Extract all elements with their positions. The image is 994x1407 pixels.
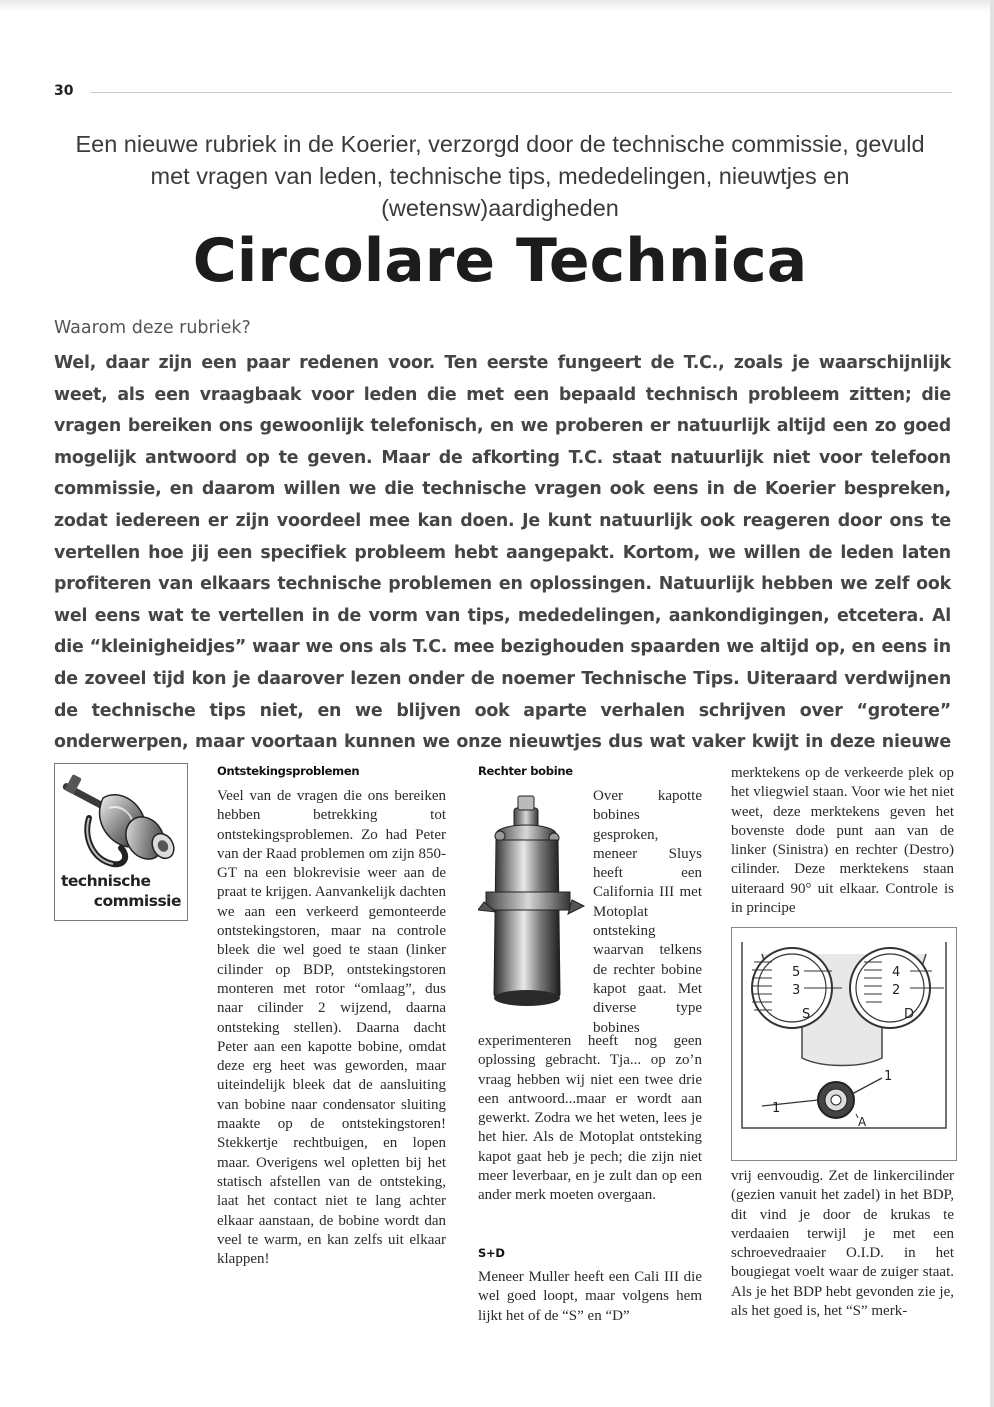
article-s-d-text2: merktekens op de verkeerde plek op het vliegwiel staan. Voor wie het niet weet, deze merktekens geven het bovenste dode punt aan van de linker (Sinistra) en rechter (Destro) cilinder. Deze merktekens staan uiteraard 90° uit elkaar. Controle is in principe — [731, 765, 954, 917]
article-s-d-part3 — [731, 1167, 954, 1321]
article-s-d-text1: Meneer Muller heeft een Cali III die wel goed loopt, maar volgens hem lijkt het of de “S” en “D” — [478, 1269, 702, 1324]
diagram-label-3: 3 — [792, 983, 801, 998]
heading-s-d: S+D — [478, 1246, 505, 1260]
page-title: Circolare Technica — [192, 226, 808, 296]
intro-text: Een nieuwe rubriek in de Koerier, verzorgd door de technische commissie, gevuld met vragen van leden, technische tips, mededelingen, nieuwtjes en (wetensw)aardigheden — [75, 131, 925, 221]
article-s-d-part1 — [478, 1268, 702, 1326]
diagram-label-d: D — [904, 1007, 915, 1022]
diagram-pointer-1b: 1 — [884, 1069, 893, 1084]
article-rechter-bobine-text2: experimenteren heeft nog geen oplossing gebracht. Tja... op zo’n vraag hebben wij niet een twee drie een antwoord...maar er wordt aan gewerkt. Zodra we het weten, lees je het hier. Als de Motoplat ontsteking kapot gaat heb je pech; die zijn niet meer leverbaar, en je zult dan op een ander merk moeten overgaan. — [478, 1033, 702, 1204]
logo-line1: technische — [61, 872, 151, 890]
diagram-pointer-a: A — [858, 1115, 867, 1129]
flywheel-marks-diagram — [731, 927, 957, 1161]
article-ontstekingsproblemen-text: Veel van de vragen die ons bereiken hebben betrekking tot ontstekingsproblemen. Zo had Peter van der Raad problemen om zijn 850-GT na een blokrevisie weer aan de praat te krijgen. Aanvankelijk dachten we aan een verkeerd gemonteerde ontstekingstoren, maar na controle bleek die wel goed te staan (linker cilinder op BDP, ontstekingstoren monteren met rotor “omlaag”, dus naar cilinder 2 wijzend, daarna ontsteking stellen). Daarna dacht Peter aan een kapotte bobine, omdat deze erg heet was geworden, maar uiteindelijk bleek dat de aansluiting van bobine naar condensator sluiting maakte op de ontstekingstoren! Stekkertje rechtbuigen, en lopen maar. Overigens wel opletten bij het statisch afstellen van de ontsteking, laat het contact niet te lang achter elkaar aanstaan, de bobine wordt dan veel te warm, en kan zelfs uit elkaar klappen! — [217, 788, 446, 1268]
article-s-d-text3: vrij eenvoudig. Zet de linkercilinder (gezien vanuit het zadel) in het BDP, dit vind je door de krukas te verdaaien terwijl je met een schroevedraaier O.I.D. in het bougiegat voelt waar de zuiger staat. Als je het BDP hebt gevonden zie je, als het goed is, het “S” merk- — [731, 1168, 954, 1320]
article-rechter-bobine-part2 — [478, 1032, 702, 1206]
logo-line2: commissie — [93, 892, 181, 910]
diagram-label-2: 2 — [892, 983, 901, 998]
page-top-shadow — [0, 0, 994, 12]
diagram-pointer-1a: 1 — [772, 1101, 781, 1116]
article-s-d-part2 — [731, 764, 954, 918]
header-rule — [90, 92, 952, 93]
diagram-label-4: 4 — [892, 965, 901, 980]
article-rechter-bobine-text1: Over kapotte bobines gesproken, meneer Sluys heeft een California III met Motoplat ontsteking waarvan telkens de rechter bobine kapot gaat. Met diverse type bobines — [593, 788, 702, 1036]
crankshaft-icon — [59, 768, 183, 876]
technische-commissie-logo — [54, 763, 188, 921]
page-right-edge — [990, 0, 994, 1407]
ignition-coil-icon — [478, 788, 586, 1026]
article-rechter-bobine-part1 — [593, 787, 702, 1038]
heading-ontstekingsproblemen: Ontstekingsproblemen — [217, 764, 360, 778]
diagram-label-5: 5 — [792, 965, 801, 980]
heading-rechter-bobine: Rechter bobine — [478, 764, 573, 778]
article-ontstekingsproblemen — [217, 787, 446, 1269]
lead-text: Wel, daar zijn een paar redenen voor. Ten eerste fungeert de T.C., zoals je waarschijnlijk weet, als een vraagbaak voor leden die met een bepaald technisch probleem zitten; die vragen bereiken ons gewoonlijk telefonisch, en we proberen er natuurlijk altijd een zo goed mogelijk antwoord op te geven. Maar de afkorting T.C. staat natuurlijk niet voor telefoon commissie, en daarom willen we die technische vragen ook eens in de Koerier bespreken, zodat iedereen er zijn voordeel mee kan doen. Je kunt natuurlijk ook reageren door ons te vertellen hoe jij een specifiek probleem hebt aangepakt. Kortom, we willen de leden laten profiteren van elkaars technische problemen en oplossingen. Natuurlijk hebben we zelf ook wel eens wat te vertellen in de vorm van tips, mededelingen, aankondigingen, etcetera. Al die “kleinigheidjes” waar we ons als T.C. mee bezighouden spaarden we altijd op, en eens in de zoveel tijd kon je daarover lezen onder de noemer Technische Tips. Uiteraard verdwijnen de technische tips niet, en we blijven ook aparte verhalen schrijven over “grotere” onderwerpen, maar voortaan kunnen we onze nieuwtjes dus wat vaker kwijt in deze nieuwe — [54, 353, 951, 753]
diagram-label-s: S — [802, 1007, 811, 1022]
lead-heading: Waarom deze rubriek? — [54, 318, 251, 338]
page-number: 30 — [54, 83, 74, 99]
